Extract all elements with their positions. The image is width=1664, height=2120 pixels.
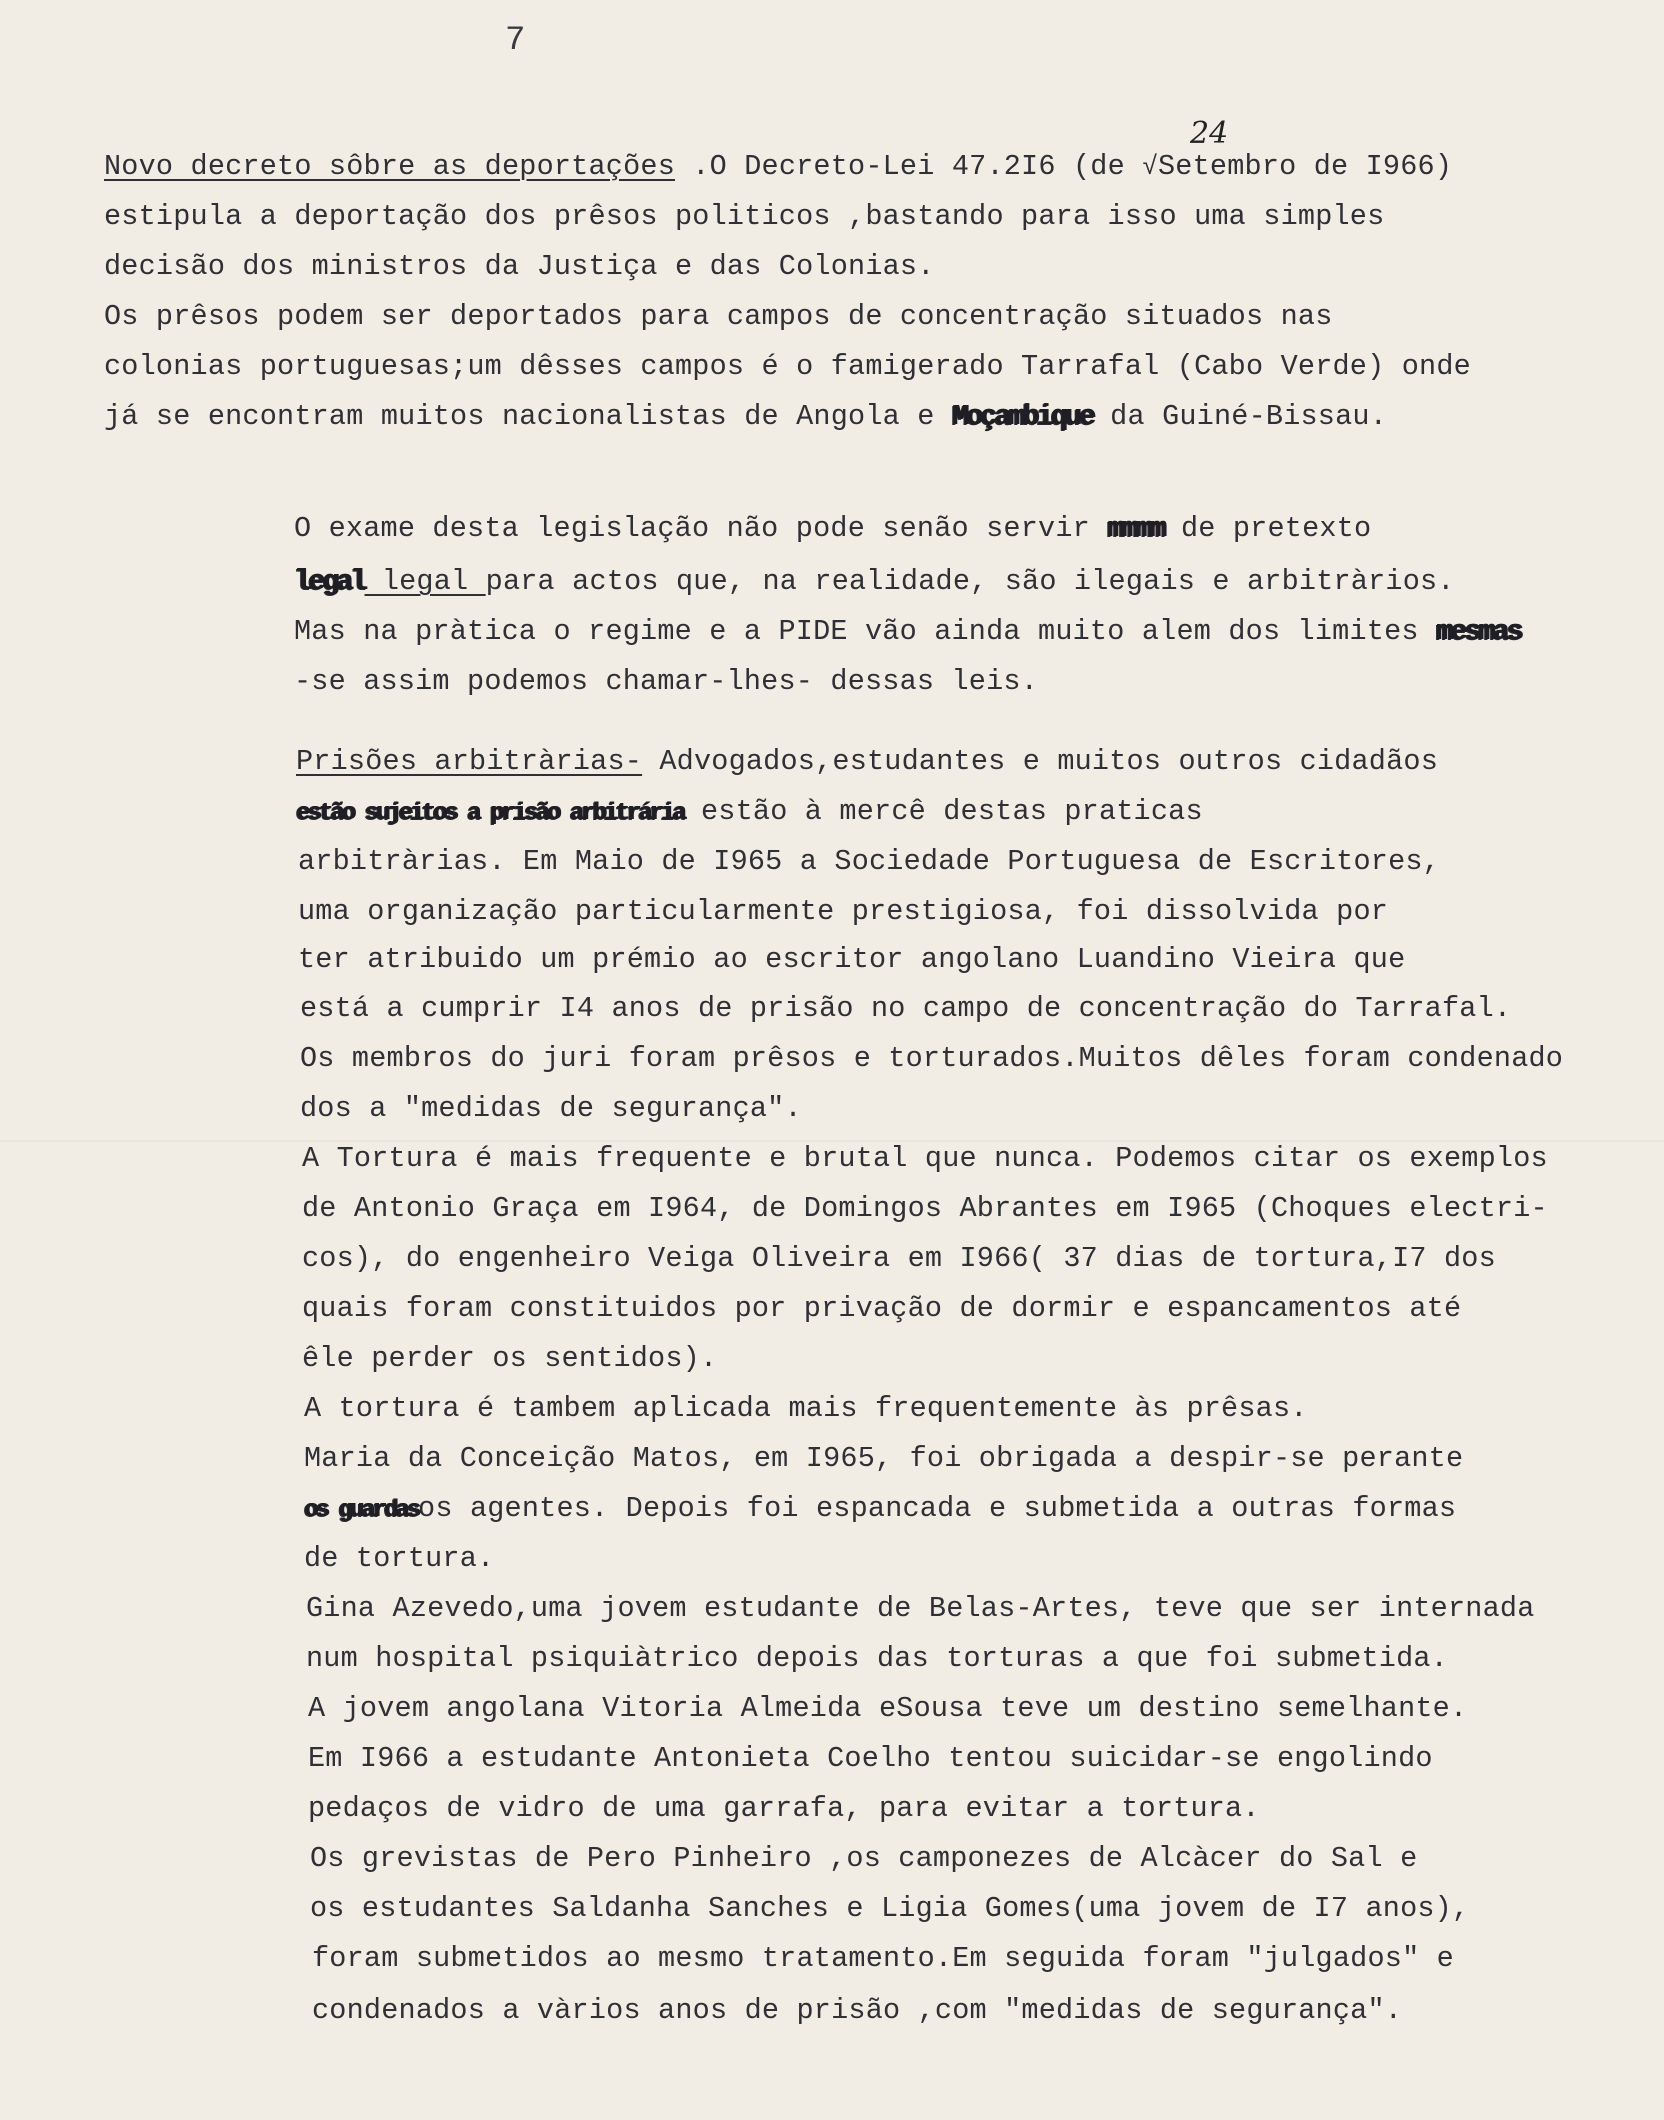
text-line: está a cumprir I4 anos de prisão no campo de concentração do Tarrafal.: [300, 992, 1512, 1025]
text-line: Mas na pràtica o regime e a PIDE vão ainda muito alem dos limites mesmas: [294, 615, 1521, 648]
text-line: num hospital psiquiàtrico depois das torturas a que foi submetida.: [306, 1642, 1448, 1675]
text-line: já se encontram muitos nacionalistas de Angola e Moçambique da Guiné-Bissau.: [104, 400, 1388, 433]
text-line: Novo decreto sôbre as deportações .O Decreto-Lei 47.2I6 (de √Setembro de I966): [104, 150, 1453, 183]
struck-text: mmmm: [1107, 512, 1164, 545]
page-number: 7: [505, 22, 526, 60]
struck-text: os guardas: [304, 1497, 419, 1524]
text-line: pedaços de vidro de uma garrafa, para evitar a tortura.: [308, 1792, 1260, 1825]
text-line: os estudantes Saldanha Sanches e Ligia Gomes(uma jovem de I7 anos),: [310, 1892, 1470, 1925]
text-line: Os prêsos podem ser deportados para campos de concentração situados nas: [104, 300, 1333, 333]
text-line: Prisões arbitràrias- Advogados,estudantes e muitos outros cidadãos: [296, 745, 1438, 778]
text-line: legal legal para actos que, na realidade, são ilegais e arbitràrios.: [294, 565, 1455, 598]
text-line: Maria da Conceição Matos, em I965, foi obrigada a despir-se perante: [304, 1442, 1464, 1475]
handwritten-date: 24: [1190, 116, 1229, 151]
text-line: Os grevistas de Pero Pinheiro ,os camponezes de Alcàcer do Sal e: [310, 1842, 1418, 1875]
struck-text: legal: [294, 565, 365, 598]
text-line: uma organização particularmente prestigiosa, foi dissolvida por: [298, 895, 1389, 928]
insertion-mark: √: [1142, 152, 1158, 182]
text-line: estipula a deportação dos prêsos politicos ,bastando para isso uma simples: [104, 200, 1385, 233]
struck-text: Moçambique: [951, 400, 1093, 433]
text-line: A tortura é tambem aplicada mais frequentemente às prêsas.: [304, 1392, 1308, 1425]
text-line: estão sujeitos a prisão arbitrária estão à mercê destas praticas: [296, 795, 1203, 828]
text-line: de tortura.: [304, 1542, 495, 1575]
text-line: foram submetidos ao mesmo tratamento.Em seguida foram "julgados" e: [312, 1942, 1454, 1975]
text-line: colonias portuguesas;um dêsses campos é o famigerado Tarrafal (Cabo Verde) onde: [104, 350, 1471, 383]
struck-text: mesmas: [1435, 615, 1521, 648]
text-line: condenados a vàrios anos de prisão ,com "medidas de segurança".: [312, 1994, 1403, 2027]
text-line: êle perder os sentidos).: [302, 1342, 718, 1375]
text-line: arbitràrias. Em Maio de I965 a Sociedade Portuguesa de Escritores,: [298, 845, 1440, 878]
text-line: quais foram constituidos por privação de dormir e espancamentos até: [302, 1292, 1462, 1325]
text-line: decisão dos ministros da Justiça e das Colonias.: [104, 250, 935, 283]
text-line: dos a "medidas de segurança".: [300, 1092, 802, 1125]
text-line: Em I966 a estudante Antonieta Coelho tentou suicidar-se engolindo: [308, 1742, 1433, 1775]
text-line: os guardasos agentes. Depois foi espancada e submetida a outras formas: [304, 1492, 1457, 1525]
text-line: Gina Azevedo,uma jovem estudante de Belas-Artes, teve que ser internada: [306, 1592, 1535, 1625]
section-heading: Novo decreto sôbre as deportações: [104, 150, 675, 183]
text-line: Os membros do juri foram prêsos e torturados.Muitos dêles foram condenado: [300, 1042, 1564, 1075]
text-line: A jovem angolana Vitoria Almeida eSousa teve um destino semelhante.: [308, 1692, 1468, 1725]
text-line: O exame desta legislação não pode senão servir mmmm de pretexto: [294, 512, 1372, 545]
text-line: de Antonio Graça em I964, de Domingos Abrantes em I965 (Choques electri-: [302, 1192, 1548, 1225]
text-line: cos), do engenheiro Veiga Oliveira em I966( 37 dias de tortura,I7 dos: [302, 1242, 1496, 1275]
text-line: ter atribuido um prémio ao escritor angolano Luandino Vieira que: [298, 943, 1406, 976]
struck-text: estão sujeitos a prisão arbitrária: [296, 800, 684, 827]
text-line: A Tortura é mais frequente e brutal que nunca. Podemos citar os exemplos: [302, 1142, 1548, 1175]
text-line: -se assim podemos chamar-lhes- dessas leis.: [294, 665, 1039, 698]
section-heading: Prisões arbitràrias-: [296, 745, 643, 778]
